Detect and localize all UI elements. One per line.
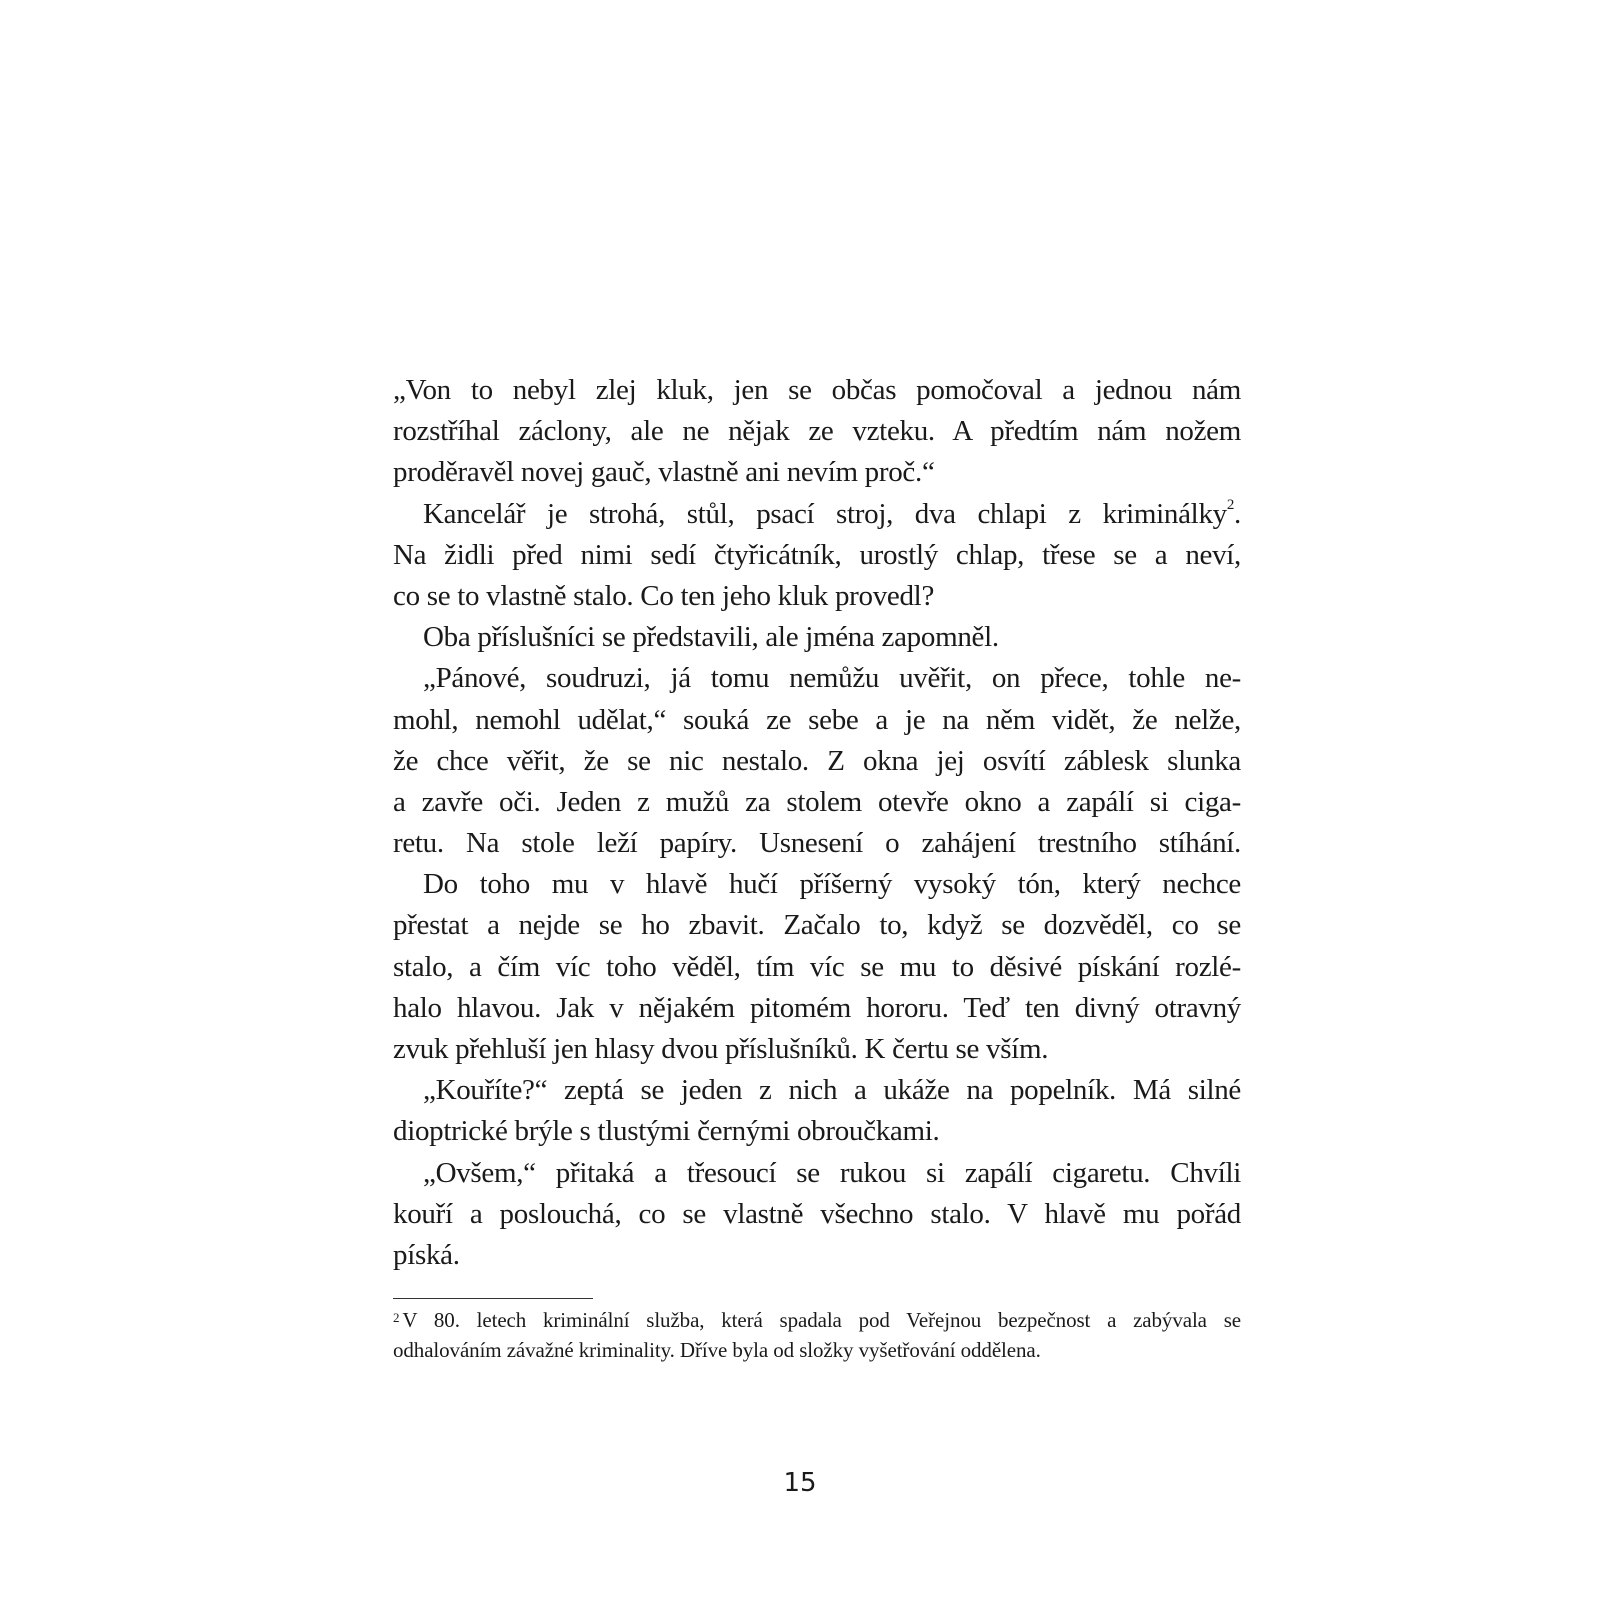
footnote-line-content: V 80. letech kriminální služba, která spadala pod Veřejnou bezpečnost a zabývala se [402, 1308, 1241, 1332]
text-line [393, 494, 1241, 535]
footnote-reference: 2 [1226, 496, 1235, 513]
text-line: kouří a poslouchá, co se vlastně všechno stalo. V hlavě mu pořád [393, 1197, 1241, 1230]
text-line: „Ovšem,“ přitaká a třesoucí se rukou si zapálí cigaretu. Chvíli [423, 1156, 1241, 1189]
body-text [393, 370, 1241, 1276]
text-line: přestat a nejde se ho zbavit. Začalo to, když se dozvěděl, co se [393, 909, 1241, 942]
text-line: Oba příslušníci se představili, ale jména zapomněl. [423, 621, 999, 654]
text-line: „Kouříte?“ zeptá se jeden z nich a ukáže na popelník. Má silné [423, 1074, 1241, 1107]
text-line: rozstříhal záclony, ale ne nějak ze vzteku. A předtím nám nožem [393, 415, 1241, 448]
text-line-content: Kancelář je strohá, stůl, psací stroj, dva chlapi z kriminálky [423, 497, 1227, 530]
text-line: retu. Na stole leží papíry. Usnesení o zahájení trestního stíhání. [393, 827, 1241, 860]
text-line: proděravěl novej gauč, vlastně ani nevím proč.“ [393, 456, 935, 489]
text-line: mohl, nemohl udělat,“ souká ze sebe a je na něm vidět, že nelže, [393, 703, 1241, 736]
text-line: dioptrické brýle s tlustými černými obroučkami. [393, 1115, 940, 1148]
text-line: stalo, a čím víc toho věděl, tím víc se mu to děsivé pískání rozlé- [393, 950, 1241, 983]
footnote [393, 1302, 1241, 1366]
text-line: „Pánové, soudruzi, já tomu nemůžu uvěřit, on přece, tohle ne- [423, 662, 1241, 695]
text-line: halo hlavou. Jak v nějakém pitomém hororu. Teď ten divný otravný [393, 991, 1241, 1024]
text-line: Na židli před nimi sedí čtyřicátník, urostlý chlap, třese se a neví, [393, 538, 1241, 571]
footnote-line [393, 1302, 1241, 1334]
text-line: Do toho mu v hlavě hučí příšerný vysoký tón, který nechce [423, 868, 1241, 901]
footnote-reference-tail: . [1234, 497, 1241, 530]
text-line: a zavře oči. Jeden z mužů za stolem otevře okno a zapálí si ciga- [393, 785, 1241, 818]
text-line: že chce věřit, že se nic nestalo. Z okna jej osvítí záblesk slunka [393, 744, 1241, 777]
text-line: zvuk přehluší jen hlasy dvou příslušníků. K čertu se vším. [393, 1033, 1049, 1065]
text-line: co se to vlastně stalo. Co ten jeho kluk provedl? [393, 579, 935, 612]
footnote-line: odhalováním závažné kriminality. Dříve byla od složky vyšetřování oddělena. [393, 1338, 1041, 1362]
footnote-number: 2 [393, 1310, 400, 1325]
footnote-divider [393, 1298, 593, 1299]
text-line: „Von to nebyl zlej kluk, jen se občas pomočoval a jednou nám [393, 374, 1241, 406]
text-line: píská. [393, 1238, 460, 1271]
page-number: 15 [783, 1468, 817, 1498]
